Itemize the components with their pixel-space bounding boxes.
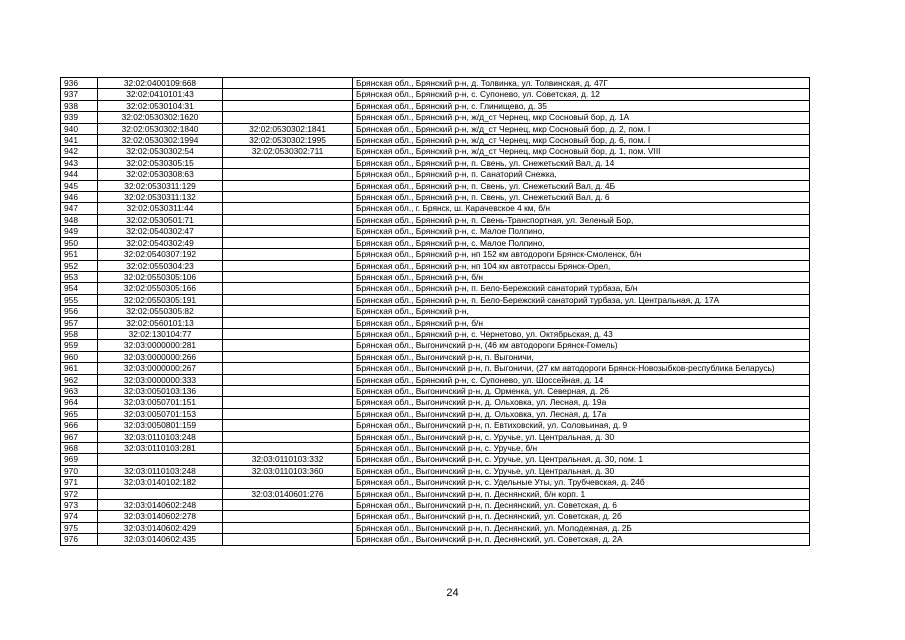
table-row bbox=[61, 351, 810, 362]
cadastral-number-cell: 32:02:0530302:1620 bbox=[98, 112, 223, 123]
row-number-cell: 949 bbox=[61, 226, 98, 237]
premise-cadastral-number-cell bbox=[223, 157, 353, 168]
row-number-cell: 964 bbox=[61, 397, 98, 408]
cadastral-number-cell: 32:03:0140102:182 bbox=[98, 477, 223, 488]
table-row bbox=[61, 454, 810, 465]
premise-cadastral-number-cell bbox=[223, 500, 353, 511]
table-row bbox=[61, 306, 810, 317]
table-row bbox=[61, 214, 810, 225]
address-cell: Брянская обл., Выгоничский р-н, п. Деснянский, б/н корп. 1 bbox=[353, 488, 810, 499]
table-row bbox=[61, 260, 810, 271]
table-row bbox=[61, 385, 810, 396]
row-number-cell: 947 bbox=[61, 203, 98, 214]
table-row bbox=[61, 146, 810, 157]
premise-cadastral-number-cell bbox=[223, 306, 353, 317]
address-cell: Брянская обл., Выгоничский р-н, с. Уручье, ул. Центральная, д. 30, пом. 1 bbox=[353, 454, 810, 465]
premise-cadastral-number-cell bbox=[223, 78, 353, 89]
cadastral-number-cell: 32:03:0110103:248 bbox=[98, 465, 223, 476]
premise-cadastral-number-cell bbox=[223, 374, 353, 385]
premise-cadastral-number-cell: 32:02:0530302:1841 bbox=[223, 123, 353, 134]
cadastral-number-cell: 32:03:0140602:248 bbox=[98, 500, 223, 511]
row-number-cell: 945 bbox=[61, 180, 98, 191]
row-number-cell: 969 bbox=[61, 454, 98, 465]
address-cell: Брянская обл., Выгоничский р-н, п. Деснянский, ул. Советская, д. 2А bbox=[353, 534, 810, 545]
row-number-cell: 948 bbox=[61, 214, 98, 225]
address-cell: Брянская обл., Брянский р-н, п. Свень, ул. Снежетьский Вал, д. 14 bbox=[353, 157, 810, 168]
registry-table-body bbox=[61, 78, 810, 546]
row-number-cell: 952 bbox=[61, 260, 98, 271]
address-cell: Брянская обл., Брянский р-н, п. Бело-Бережский санаторий турбаза, Б/н bbox=[353, 283, 810, 294]
table-row bbox=[61, 511, 810, 522]
address-cell: Брянская обл., Выгоничский р-н, п. Евтиховский, ул. Соловьиная, д. 9 bbox=[353, 420, 810, 431]
row-number-cell: 951 bbox=[61, 249, 98, 260]
address-cell: Брянская обл., Брянский р-н, с. Малое Полпино, bbox=[353, 226, 810, 237]
row-number-cell: 967 bbox=[61, 431, 98, 442]
address-cell: Брянская обл., Выгоничский р-н, с. Уручье, б/н bbox=[353, 443, 810, 454]
address-cell: Брянская обл., Брянский р-н, нп 152 км автодороги Брянск-Смоленск, б/н bbox=[353, 249, 810, 260]
table-row bbox=[61, 135, 810, 146]
premise-cadastral-number-cell bbox=[223, 522, 353, 533]
table-row bbox=[61, 123, 810, 134]
row-number-cell: 959 bbox=[61, 340, 98, 351]
row-number-cell: 972 bbox=[61, 488, 98, 499]
cadastral-number-cell: 32:02:0530501:71 bbox=[98, 214, 223, 225]
row-number-cell: 975 bbox=[61, 522, 98, 533]
premise-cadastral-number-cell bbox=[223, 534, 353, 545]
table-row bbox=[61, 534, 810, 545]
premise-cadastral-number-cell: 32:03:0110103:360 bbox=[223, 465, 353, 476]
address-cell: Брянская обл., Брянский р-н, б/н bbox=[353, 271, 810, 282]
cadastral-number-cell: 32:02:0530311:129 bbox=[98, 180, 223, 191]
row-number-cell: 938 bbox=[61, 100, 98, 111]
row-number-cell: 946 bbox=[61, 192, 98, 203]
table-row bbox=[61, 431, 810, 442]
table-row bbox=[61, 443, 810, 454]
cadastral-number-cell: 32:03:0000000:266 bbox=[98, 351, 223, 362]
address-cell: Брянская обл., Выгоничский р-н, п. Выгоничи, (27 км автодороги Брянск-Новозыбков-республика Беларусь) bbox=[353, 363, 810, 374]
address-cell: Брянская обл., Выгоничский р-н, п. Деснянский, ул. Советская, д. 6 bbox=[353, 500, 810, 511]
cadastral-number-cell: 32:02:0530305:15 bbox=[98, 157, 223, 168]
row-number-cell: 955 bbox=[61, 294, 98, 305]
cadastral-number-cell: 32:03:0000000:267 bbox=[98, 363, 223, 374]
table-row bbox=[61, 340, 810, 351]
table-row bbox=[61, 157, 810, 168]
address-cell: Брянская обл., г. Брянск, ш. Карачевское 4 км, б/н bbox=[353, 203, 810, 214]
premise-cadastral-number-cell bbox=[223, 328, 353, 339]
address-cell: Брянская обл., Выгоничский р-н, д. Ольховка, ул. Лесная, д. 17а bbox=[353, 408, 810, 419]
address-cell: Брянская обл., Брянский р-н, б/н bbox=[353, 317, 810, 328]
cadastral-number-cell: 32:02:0540307:192 bbox=[98, 249, 223, 260]
table-row bbox=[61, 237, 810, 248]
table-row bbox=[61, 408, 810, 419]
row-number-cell: 960 bbox=[61, 351, 98, 362]
premise-cadastral-number-cell bbox=[223, 112, 353, 123]
premise-cadastral-number-cell bbox=[223, 363, 353, 374]
premise-cadastral-number-cell bbox=[223, 340, 353, 351]
row-number-cell: 940 bbox=[61, 123, 98, 134]
table-row bbox=[61, 271, 810, 282]
cadastral-number-cell: 32:03:0000000:333 bbox=[98, 374, 223, 385]
address-cell: Брянская обл., Выгоничский р-н, (46 км автодороги Брянск-Гомель) bbox=[353, 340, 810, 351]
premise-cadastral-number-cell bbox=[223, 89, 353, 100]
premise-cadastral-number-cell bbox=[223, 351, 353, 362]
premise-cadastral-number-cell bbox=[223, 397, 353, 408]
row-number-cell: 944 bbox=[61, 169, 98, 180]
table-row bbox=[61, 89, 810, 100]
cadastral-number-cell: 32:02:0560101:13 bbox=[98, 317, 223, 328]
premise-cadastral-number-cell bbox=[223, 260, 353, 271]
address-cell: Брянская обл., Брянский р-н, ж/д_ст Чернец, мкр Сосновый бор, д. 2, пом. I bbox=[353, 123, 810, 134]
premise-cadastral-number-cell bbox=[223, 511, 353, 522]
row-number-cell: 941 bbox=[61, 135, 98, 146]
address-cell: Брянская обл., Выгоничский р-н, п. Деснянский, ул. Молодежная, д. 2Б bbox=[353, 522, 810, 533]
cadastral-number-cell: 32:02:0530302:54 bbox=[98, 146, 223, 157]
row-number-cell: 950 bbox=[61, 237, 98, 248]
cadastral-number-cell: 32:03:0140602:435 bbox=[98, 534, 223, 545]
cadastral-number-cell: 32:03:0050701:151 bbox=[98, 397, 223, 408]
table-row bbox=[61, 283, 810, 294]
row-number-cell: 968 bbox=[61, 443, 98, 454]
address-cell: Брянская обл., Брянский р-н, п. Свень, ул. Снежетьский Вал, д. 6 bbox=[353, 192, 810, 203]
premise-cadastral-number-cell bbox=[223, 317, 353, 328]
address-cell: Брянская обл., Брянский р-н, п. Свень, ул. Снежетьский Вал, д. 4Б bbox=[353, 180, 810, 191]
cadastral-number-cell bbox=[98, 488, 223, 499]
cadastral-number-cell: 32:03:0140602:429 bbox=[98, 522, 223, 533]
cadastral-number-cell: 32:02:0530311:132 bbox=[98, 192, 223, 203]
cadastral-number-cell: 32:02:0550305:82 bbox=[98, 306, 223, 317]
premise-cadastral-number-cell bbox=[223, 192, 353, 203]
cadastral-number-cell: 32:02:0530308:63 bbox=[98, 169, 223, 180]
table-row bbox=[61, 100, 810, 111]
table-row bbox=[61, 465, 810, 476]
premise-cadastral-number-cell: 32:03:0110103:332 bbox=[223, 454, 353, 465]
cadastral-number-cell: 32:03:0140602:278 bbox=[98, 511, 223, 522]
table-row bbox=[61, 420, 810, 431]
cadastral-number-cell: 32:02:0540302:47 bbox=[98, 226, 223, 237]
table-row bbox=[61, 78, 810, 89]
cadastral-number-cell: 32:02:0540302:49 bbox=[98, 237, 223, 248]
premise-cadastral-number-cell bbox=[223, 169, 353, 180]
page-number: 24 bbox=[446, 587, 459, 599]
cadastral-number-cell: 32:02:0550305:191 bbox=[98, 294, 223, 305]
table-row bbox=[61, 477, 810, 488]
premise-cadastral-number-cell bbox=[223, 408, 353, 419]
address-cell: Брянская обл., Брянский р-н, нп 104 км автотрассы Брянск-Орел, bbox=[353, 260, 810, 271]
address-cell: Брянская обл., Брянский р-н, ж/д_ст Чернец, мкр Сосновый бор, д. 1А bbox=[353, 112, 810, 123]
premise-cadastral-number-cell bbox=[223, 271, 353, 282]
cadastral-number-cell: 32:02:0550305:106 bbox=[98, 271, 223, 282]
address-cell: Брянская обл., Брянский р-н, с. Малое Полпино, bbox=[353, 237, 810, 248]
address-cell: Брянская обл., Выгоничский р-н, с. Удельные Уты, ул. Трубчевская, д. 24б bbox=[353, 477, 810, 488]
address-cell: Брянская обл., Брянский р-н, ж/д_ст Чернец, мкр Сосновый бор, д. 6, пом. I bbox=[353, 135, 810, 146]
table-row bbox=[61, 328, 810, 339]
table-row bbox=[61, 249, 810, 260]
row-number-cell: 971 bbox=[61, 477, 98, 488]
address-cell: Брянская обл., Брянский р-н, п. Бело-Бережский санаторий турбаза, ул. Центральная, д. 17А bbox=[353, 294, 810, 305]
address-cell: Брянская обл., Брянский р-н, д. Толвинка, ул. Толвинская, д. 47Г bbox=[353, 78, 810, 89]
premise-cadastral-number-cell bbox=[223, 226, 353, 237]
address-cell: Брянская обл., Брянский р-н, с. Супонево, ул. Советская, д. 12 bbox=[353, 89, 810, 100]
row-number-cell: 954 bbox=[61, 283, 98, 294]
address-cell: Брянская обл., Брянский р-н, ж/д_ст Чернец, мкр Сосновый бор, д. 1, пом. VIII bbox=[353, 146, 810, 157]
table-row bbox=[61, 192, 810, 203]
address-cell: Брянская обл., Выгоничский р-н, с. Уручье, ул. Центральная, д. 30 bbox=[353, 465, 810, 476]
address-cell: Брянская обл., Выгоничский р-н, с. Уручье, ул. Центральная, д. 30 bbox=[353, 431, 810, 442]
address-cell: Брянская обл., Брянский р-н, п. Свень-Транспортная, ул. Зеленый Бор, bbox=[353, 214, 810, 225]
table-row bbox=[61, 169, 810, 180]
premise-cadastral-number-cell bbox=[223, 431, 353, 442]
table-row bbox=[61, 500, 810, 511]
cadastral-number-cell: 32:02:0530104:31 bbox=[98, 100, 223, 111]
premise-cadastral-number-cell bbox=[223, 100, 353, 111]
premise-cadastral-number-cell bbox=[223, 214, 353, 225]
premise-cadastral-number-cell bbox=[223, 249, 353, 260]
cadastral-number-cell: 32:02:0550304:23 bbox=[98, 260, 223, 271]
premise-cadastral-number-cell: 32:03:0140601:276 bbox=[223, 488, 353, 499]
row-number-cell: 973 bbox=[61, 500, 98, 511]
address-cell: Брянская обл., Брянский р-н, п. Санаторий Снежка, bbox=[353, 169, 810, 180]
premise-cadastral-number-cell bbox=[223, 443, 353, 454]
cadastral-number-cell: 32:02:0550305:166 bbox=[98, 283, 223, 294]
cadastral-number-cell: 32:03:0110103:281 bbox=[98, 443, 223, 454]
table-row bbox=[61, 522, 810, 533]
cadastral-number-cell: 32:02:0530311:44 bbox=[98, 203, 223, 214]
row-number-cell: 961 bbox=[61, 363, 98, 374]
table-row bbox=[61, 203, 810, 214]
address-cell: Брянская обл., Брянский р-н, с. Чернетово, ул. Октябрьская, д. 43 bbox=[353, 328, 810, 339]
cadastral-number-cell: 32:03:0000000:281 bbox=[98, 340, 223, 351]
row-number-cell: 966 bbox=[61, 420, 98, 431]
premise-cadastral-number-cell: 32:02:0530302:1995 bbox=[223, 135, 353, 146]
premise-cadastral-number-cell bbox=[223, 237, 353, 248]
table-row bbox=[61, 294, 810, 305]
row-number-cell: 939 bbox=[61, 112, 98, 123]
row-number-cell: 937 bbox=[61, 89, 98, 100]
premise-cadastral-number-cell bbox=[223, 420, 353, 431]
row-number-cell: 970 bbox=[61, 465, 98, 476]
address-cell: Брянская обл., Брянский р-н, с. Глинищево, д. 35 bbox=[353, 100, 810, 111]
cadastral-number-cell: 32:02:130104:77 bbox=[98, 328, 223, 339]
row-number-cell: 942 bbox=[61, 146, 98, 157]
address-cell: Брянская обл., Выгоничский р-н, п. Деснянский, ул. Советская, д. 2б bbox=[353, 511, 810, 522]
table-row bbox=[61, 226, 810, 237]
row-number-cell: 962 bbox=[61, 374, 98, 385]
registry-table bbox=[60, 77, 810, 546]
row-number-cell: 974 bbox=[61, 511, 98, 522]
premise-cadastral-number-cell bbox=[223, 180, 353, 191]
row-number-cell: 965 bbox=[61, 408, 98, 419]
address-cell: Брянская обл., Брянский р-н, с. Супонево, ул. Шоссейная, д. 14 bbox=[353, 374, 810, 385]
cadastral-number-cell: 32:03:0050801:159 bbox=[98, 420, 223, 431]
table-row bbox=[61, 374, 810, 385]
table-row bbox=[61, 112, 810, 123]
premise-cadastral-number-cell: 32:02:0530302:711 bbox=[223, 146, 353, 157]
address-cell: Брянская обл., Брянский р-н, bbox=[353, 306, 810, 317]
row-number-cell: 976 bbox=[61, 534, 98, 545]
cadastral-number-cell: 32:02:0530302:1994 bbox=[98, 135, 223, 146]
cadastral-number-cell bbox=[98, 454, 223, 465]
table-row bbox=[61, 317, 810, 328]
cadastral-number-cell: 32:03:0050701:153 bbox=[98, 408, 223, 419]
address-cell: Брянская обл., Выгоничский р-н, д. Орменка, ул. Северная, д. 26 bbox=[353, 385, 810, 396]
cadastral-number-cell: 32:03:0110103:248 bbox=[98, 431, 223, 442]
address-cell: Брянская обл., Выгоничский р-н, п. Выгоничи, bbox=[353, 351, 810, 362]
cadastral-number-cell: 32:03:0050103:136 bbox=[98, 385, 223, 396]
address-cell: Брянская обл., Выгоничский р-н, д. Ольховка, ул. Лесная, д. 19а bbox=[353, 397, 810, 408]
row-number-cell: 956 bbox=[61, 306, 98, 317]
cadastral-number-cell: 32:02:0410101:43 bbox=[98, 89, 223, 100]
table-row bbox=[61, 363, 810, 374]
row-number-cell: 957 bbox=[61, 317, 98, 328]
premise-cadastral-number-cell bbox=[223, 283, 353, 294]
table-row bbox=[61, 180, 810, 191]
premise-cadastral-number-cell bbox=[223, 385, 353, 396]
premise-cadastral-number-cell bbox=[223, 203, 353, 214]
row-number-cell: 953 bbox=[61, 271, 98, 282]
row-number-cell: 936 bbox=[61, 78, 98, 89]
cadastral-number-cell: 32:02:0400109:668 bbox=[98, 78, 223, 89]
premise-cadastral-number-cell bbox=[223, 294, 353, 305]
row-number-cell: 943 bbox=[61, 157, 98, 168]
table-row bbox=[61, 397, 810, 408]
cadastral-number-cell: 32:02:0530302:1840 bbox=[98, 123, 223, 134]
row-number-cell: 963 bbox=[61, 385, 98, 396]
row-number-cell: 958 bbox=[61, 328, 98, 339]
table-row bbox=[61, 488, 810, 499]
premise-cadastral-number-cell bbox=[223, 477, 353, 488]
